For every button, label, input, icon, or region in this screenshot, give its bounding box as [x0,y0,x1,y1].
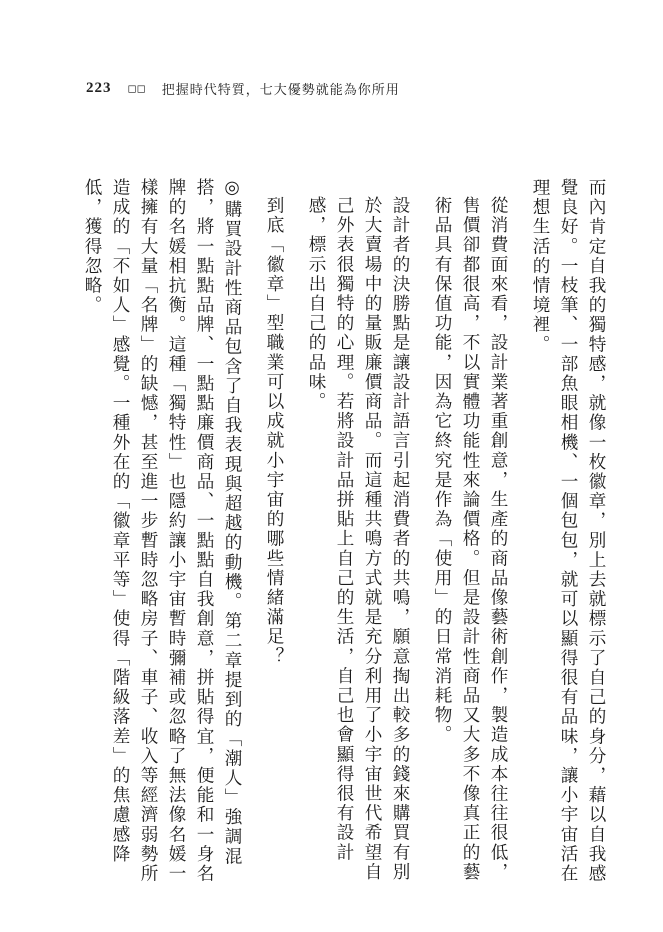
paragraph: 設計者的決勝點是讓設計語言引起消費者的共鳴，願意掏出較多的錢來購買有別於大賣場中的量販廉價商品。而這種共鳴方式就是充分利用了小宇宙世代希望自己外表很獨特的心理。若將設計品拼貼上自己的生活，自己也會顯得很有設計感，標示出自己的品味。 [306,196,410,882]
chapter-mark-icon: ◻◻ [127,81,146,95]
paragraph-gap [246,178,260,888]
body-text [82,178,610,888]
paragraph: 而內肯定自我的獨特感，就像一枚徽章，別上去就標示了自己的身分，藉以自我感覺良好。一枝筆、一部魚眼相機、一個包包，就可以顯得很有品味，讓小宇宙活在理想生活的情境裡。 [530,178,606,884]
running-title: 把握時代特質，七大優勢就能為你所用 [161,82,400,98]
paragraph-bullet: ◎購買設計性商品包含了自我表現與超越的動機。第二章提到的「潮人」強調混搭，將一點點品牌、一點點廉價商品、一點點自我創意，拼貼得宜，便能和一身名牌的名媛相抗衡。這種「獨特性」也隱約讓小宇宙暫時彌補或忽略了無法像名媛一樣擁有大量「名牌」的缺憾，甚至進一步暫時忽略房子、車子、收入等經濟弱勢所造成的「不如人」感覺。一種外在的「徽章平等」使得「階級落差」的焦慮感降低，獲得忽略。 [82,178,242,884]
paragraph-gap [288,178,302,888]
running-head [86,78,400,98]
paragraph-gap [512,178,526,888]
paragraph-gap [414,178,428,888]
paragraph: 從消費面來看，設計業著重創意，生產的商品像藝術創作，製造成本往往很低，售價卻都很高，不以實體功能性來論價格。但是設計性商品又大多不像真正的藝術品具有保值功能，因為它終究是作為「使用」的日常消耗物。 [432,196,508,882]
paragraph-question: 到底「徽章」型職業可以成就小宇宙的哪些情緒滿足？ [264,196,284,667]
page-number: 223 [86,79,112,96]
